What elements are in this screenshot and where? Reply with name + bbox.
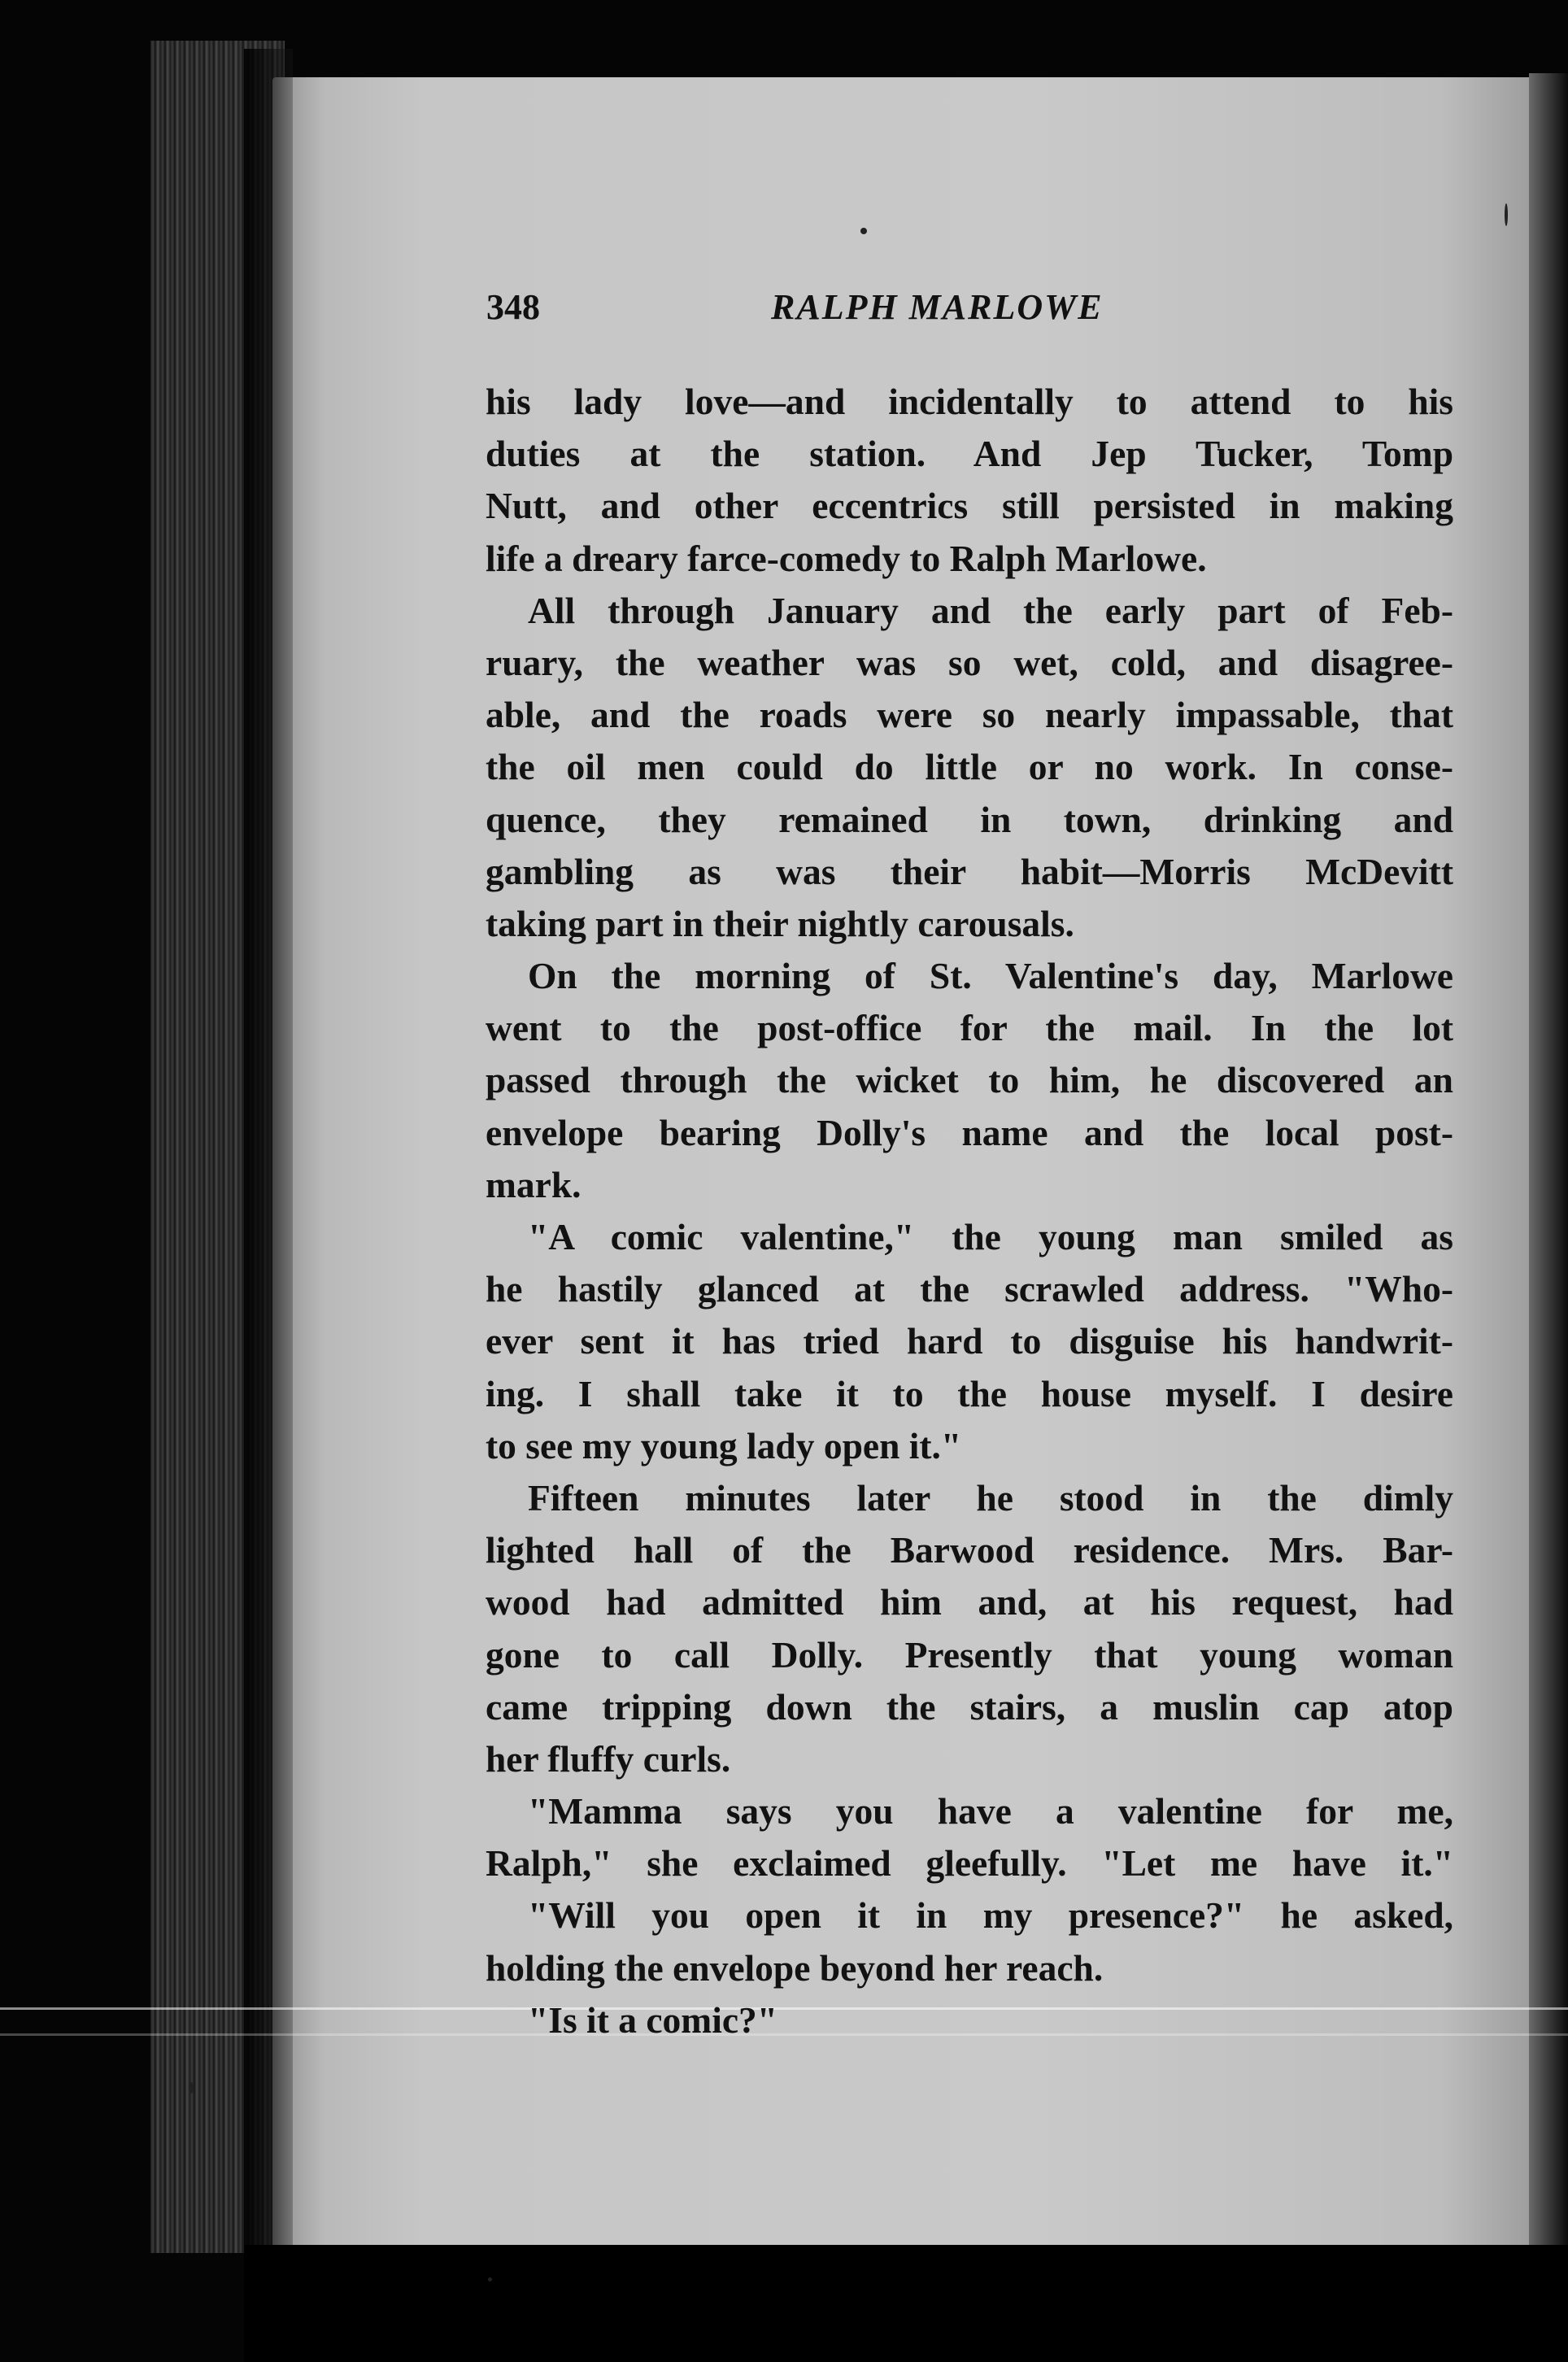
text-line: Ralph," she exclaimed gleefully. "Let me have it." (486, 1842, 1453, 1885)
bottom-shadow (244, 2245, 1568, 2362)
text-line: life a dreary farce-comedy to Ralph Marlowe. (486, 537, 1207, 579)
text-line: able, and the roads were so nearly impassable, that (486, 694, 1453, 736)
text-line: his lady love—and incidentally to attend to his (486, 381, 1453, 422)
speck (488, 2277, 492, 2281)
speck (860, 228, 867, 234)
text-line: Nutt, and other eccentrics still persisted in making (486, 485, 1453, 527)
text-line: her fluffy curls. (486, 1737, 731, 1780)
text-line: ever sent it has tried hard to disguise his handwrit- (486, 1320, 1453, 1362)
text-line: gambling as was their habit—Morris McDevitt (486, 850, 1453, 892)
text-line: taking part in their nightly carousals. (486, 902, 1074, 944)
text-line: envelope bearing Dolly's name and the local post- (486, 1111, 1453, 1153)
right-edge-shadow (1529, 73, 1568, 2269)
text-line: quence, they remained in town, drinking and (486, 798, 1453, 840)
speck (1505, 203, 1508, 226)
text-line: went to the post-office for the mail. In the lot (486, 1007, 1453, 1049)
text-line: On the morning of St. Valentine's day, Marlowe (528, 955, 1453, 997)
text-line: lighted hall of the Barwood residence. Mrs. Bar- (486, 1529, 1453, 1571)
text-line: ruary, the weather was so wet, cold, and disagree- (486, 641, 1453, 683)
body-text (486, 376, 1453, 2046)
text-line: "Is it a comic?" (528, 1998, 778, 2041)
text-line: he hastily glanced at the scrawled address. "Who- (486, 1268, 1453, 1310)
text-line: holding the envelope beyond her reach. (486, 1946, 1104, 1989)
text-line: wood had admitted him and, at his request, had (486, 1581, 1453, 1623)
text-line: Fifteen minutes later he stood in the dimly (528, 1476, 1453, 1519)
page-number: 348 (486, 287, 540, 327)
gutter-shadow (244, 49, 293, 2245)
text-line: mark. (486, 1163, 581, 1205)
text-line: duties at the station. And Jep Tucker, Tomp (486, 433, 1453, 475)
text-line: to see my young lady open it." (486, 1424, 962, 1466)
text-line: gone to call Dolly. Presently that young woman (486, 1633, 1453, 1676)
text-line: passed through the wicket to him, he discovered an (486, 1059, 1453, 1101)
speck (189, 2082, 194, 2094)
running-title: RALPH MARLOWE (771, 287, 1104, 327)
text-line: "Mamma says you have a valentine for me, (528, 1790, 1453, 1833)
text-line: the oil men could do little or no work. In conse- (486, 746, 1453, 788)
text-line: came tripping down the stairs, a muslin cap atop (486, 1685, 1453, 1728)
text-line: All through January and the early part of Feb- (528, 589, 1453, 631)
text-line: ing. I shall take it to the house myself. I desire (486, 1372, 1453, 1414)
text-line: "Will you open it in my presence?" he asked, (528, 1894, 1453, 1937)
page-header (486, 286, 1454, 335)
text-line: "A comic valentine," the young man smiled as (528, 1216, 1453, 1257)
